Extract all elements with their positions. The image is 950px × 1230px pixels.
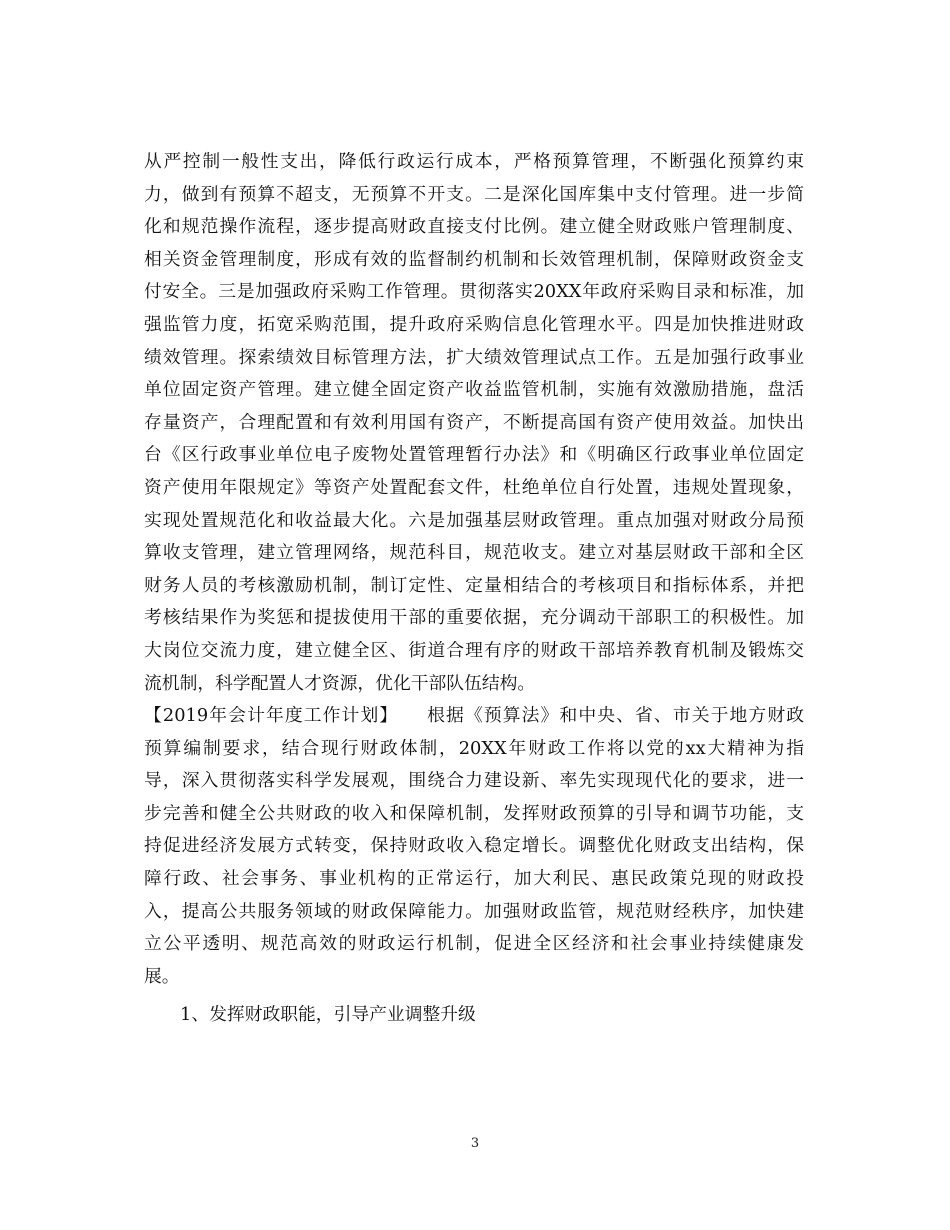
text-line: 单位固定资产管理。建立健全固定资产收益监管机制，实施有效激励措施，盘活 <box>144 379 804 401</box>
text-line: 入，提高公共服务领域的财政保障能力。加强财政监管，规范财经秩序，加快建 <box>144 900 804 922</box>
text-line: 预算编制要求，结合现行财政体制，20XX年财政工作将以党的xx大精神为指 <box>144 737 804 759</box>
text-line: 实现处置规范化和收益最大化。六是加强基层财政管理。重点加强对财政分局预 <box>144 509 804 531</box>
document-body <box>144 146 804 1032</box>
paragraph-1 <box>144 146 804 700</box>
text-line: 财务人员的考核激励机制，制订定性、定量相结合的考核项目和指标体系，并把 <box>144 574 804 596</box>
text-line: 台《区行政事业单位电子废物处置管理暂行办法》和《明确区行政事业单位固定 <box>144 444 804 466</box>
text-line: 力，做到有预算不超支，无预算不开支。二是深化国库集中支付管理。进一步简 <box>144 183 804 205</box>
text-line: 步完善和健全公共财政的收入和保障机制，发挥财政预算的引导和调节功能，支 <box>144 802 804 824</box>
text-line: 化和规范操作流程，逐步提高财政直接支付比例。建立健全财政账户管理制度、 <box>144 216 804 238</box>
paragraph-2 <box>144 700 804 993</box>
text-line: 立公平透明、规范高效的财政运行机制，促进全区经济和社会事业持续健康发 <box>144 933 804 955</box>
text-line: 强监管力度，拓宽采购范围，提升政府采购信息化管理水平。四是加快推进财政 <box>144 313 804 335</box>
text-line: 绩效管理。探索绩效目标管理方法，扩大绩效管理试点工作。五是加强行政事业 <box>144 346 804 368</box>
text-line: 从严控制一般性支出，降低行政运行成本，严格预算管理，不断强化预算约束 <box>144 151 804 172</box>
section-title-line: 【2019年会计年度工作计划】 根据《预算法》和中央、省、市关于地方财政 <box>144 705 804 727</box>
subheading: 1、发挥财政职能，引导产业调整升级 <box>180 1004 476 1026</box>
text-line: 资产使用年限规定》等资产处置配套文件，杜绝单位自行处置，违规处置现象， <box>144 476 804 498</box>
text-line: 存量资产，合理配置和有效利用国有资产，不断提高国有资产使用效益。加快出 <box>144 411 804 433</box>
page-number: 3 <box>470 1136 480 1151</box>
text-line: 流机制，科学配置人才资源，优化干部队伍结构。 <box>144 672 536 694</box>
text-line: 导，深入贯彻落实科学发展观，围绕合力建设新、率先实现现代化的要求，进一 <box>144 770 804 792</box>
text-line: 障行政、社会事务、事业机构的正常运行，加大利民、惠民政策兑现的财政投 <box>144 868 804 890</box>
text-line: 算收支管理，建立管理网络，规范科目，规范收支。建立对基层财政干部和全区 <box>144 542 804 564</box>
text-line: 大岗位交流力度，建立健全区、街道合理有序的财政干部培养教育机制及锻炼交 <box>144 639 804 661</box>
text-line: 考核结果作为奖惩和提拔使用干部的重要依据，充分调动干部职工的积极性。加 <box>144 607 804 629</box>
text-line: 相关资金管理制度，形成有效的监督制约机制和长效管理机制，保障财政资金支 <box>144 248 804 270</box>
text-line: 持促进经济发展方式转变，保持财政收入稳定增长。调整优化财政支出结构，保 <box>144 835 804 857</box>
text-line: 付安全。三是加强政府采购工作管理。贯彻落实20XX年政府采购目录和标准，加 <box>144 281 804 303</box>
text-line: 展。 <box>144 965 180 987</box>
